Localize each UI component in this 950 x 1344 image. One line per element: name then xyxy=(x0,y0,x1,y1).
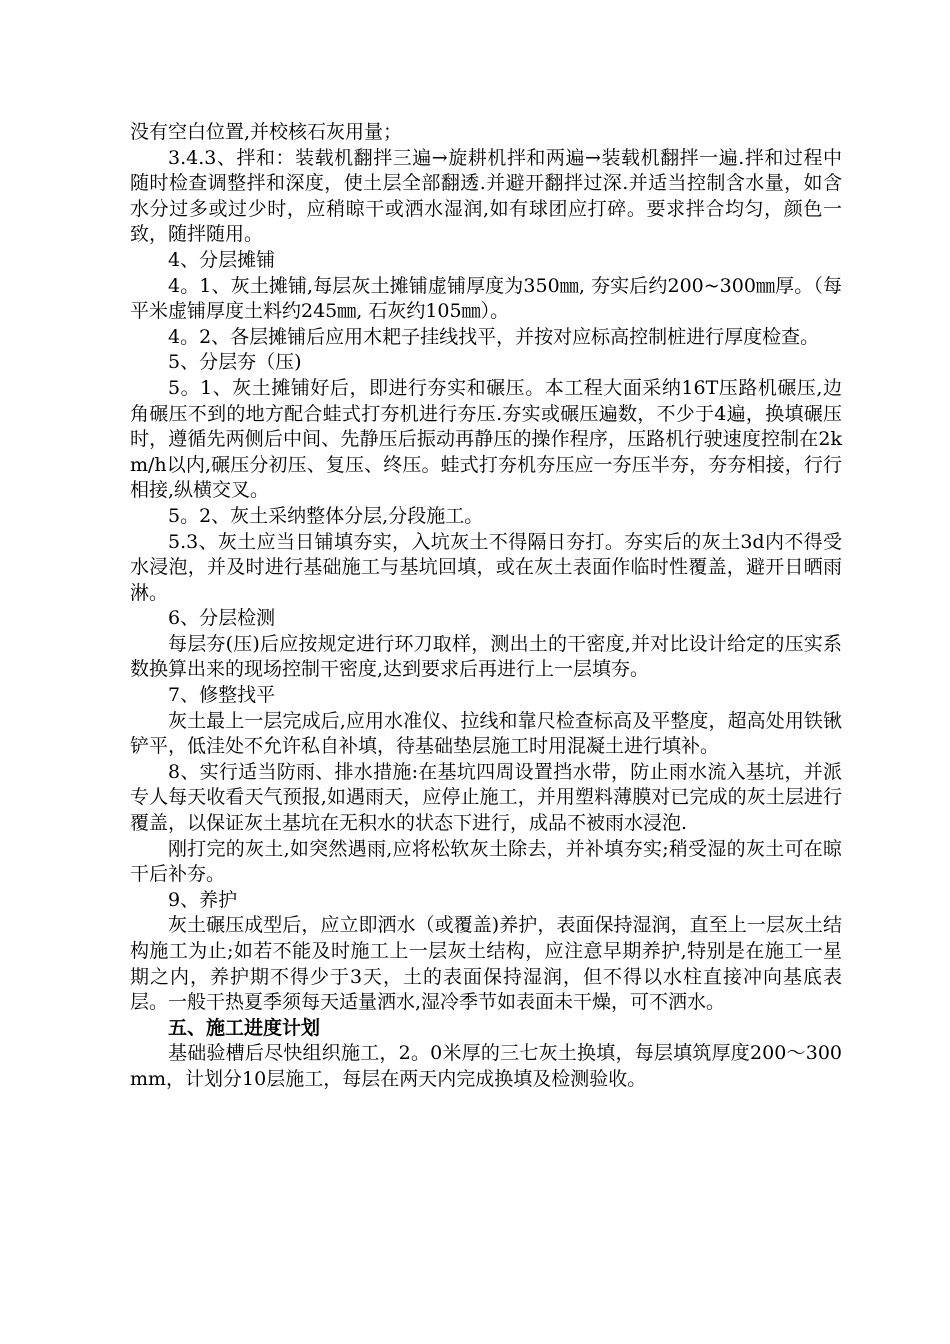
paragraph-curing: 灰土碾压成型后，应立即洒水（或覆盖)养护，表面保持湿润，直至上一层灰土结构施工为止;如若不能及时施工上一层灰土结构，应注意早期养护,特别是在施工一星期之内，养护期不得少于3天，土的表面保持湿润，但不得以水柱直接冲向基底表层。一般干热夏季须每天适量洒水,湿冷季节如表面未干燥，可不洒水。 xyxy=(130,914,842,1014)
paragraph-compaction-same-day: 5.3、灰土应当日铺填夯实，入坑灰土不得隔日夯打。夯实后的灰土3d内不得受水浸泡，并及时进行基础施工与基坑回填，或在灰土表面作临时性覆盖，避开日晒雨淋。 xyxy=(130,530,842,604)
section-heading-layered-paving: 4、分层摊铺 xyxy=(168,248,276,271)
paragraph-mixing: 3.4.3、拌和：装载机翻拌三遍→旋耕机拌和两遍→装载机翻拌一遍.拌和过程中随时检查调整拌和深度，使土层全部翻透.并避开翻拌过深.并适当控制含水量，如含水分过多或过少时，应稍晾干或洒水湿润,如有球团应打碎。要求拌合均匀，颜色一致，随拌随用。 xyxy=(130,146,842,246)
section-heading-finishing: 7、修整找平 xyxy=(168,684,276,707)
section-heading-layered-testing: 6、分层检测 xyxy=(168,607,276,630)
paragraph-testing: 每层夯(压)后应按规定进行环刀取样，测出土的干密度,并对比设计给定的压实系数换算出来的现场控制干密度,达到要求后再进行上一层填夯。 xyxy=(130,632,842,681)
section-heading-curing: 9、养护 xyxy=(168,888,238,911)
paragraph-rain-recovery: 刚打完的灰土,如突然遇雨,应将松软灰土除去，并补填夯实;稍受湿的灰土可在晾干后补夯。 xyxy=(130,837,842,886)
paragraph-compaction-method: 5。1、灰土摊铺好后，即进行夯实和碾压。本工程大面采纳16T压路机碾压,边角碾压不到的地方配合蛙式打夯机进行夯压.夯实或碾压遍数，不少于4遍，换填碾压时，遵循先两侧后中间、先静压后振动再静压的操作程序，压路机行驶速度控制在2km/h以内,碾压分初压、复压、终压。蛙式打夯机夯压应一夯压半夯，夯夯相接，行行相接,纵横交叉。 xyxy=(130,376,842,502)
paragraph-rain-drainage: 8、实行适当防雨、排水措施:在基坑四周设置挡水带，防止雨水流入基坑，并派专人每天收看天气预报,如遇雨天，应停止施工，并用塑料薄膜对已完成的灰土层进行覆盖，以保证灰土基坑在无积水的状态下进行，成品不被雨水浸泡. xyxy=(130,760,842,835)
paragraph-paving-thickness: 4。1、灰土摊铺,每层灰土摊铺虚铺厚度为350㎜, 夯实后约200~300㎜厚。（每平米虚铺厚度土料约245㎜, 石灰约105㎜）。 xyxy=(130,274,842,323)
paragraph-compaction-layering: 5。2、灰土采纳整体分层,分段施工。 xyxy=(168,504,484,527)
chapter-heading-schedule: 五、施工进度计划 xyxy=(168,1016,321,1039)
paragraph-schedule: 基础验槽后尽快组织施工，2。0米厚的三七灰土换填，每层填筑厚度200～300mm，计划分10层施工，每层在两天内完成换填及检测验收。 xyxy=(130,1042,842,1090)
paragraph-finishing: 灰土最上一层完成后,应用水准仪、拉线和靠尺检查标高及平整度，超高处用铁锹铲平，低洼处不允许私自补填，待基础垫层施工时用混凝土进行填补。 xyxy=(130,709,842,758)
paragraph-paving-leveling: 4。2、各层摊铺后应用木耙子挂线找平，并按对应标高控制桩进行厚度检查。 xyxy=(168,325,820,348)
paragraph-continuation: 没有空白位置,并校核石灰用量； xyxy=(130,121,403,143)
section-heading-layered-compaction: 5、分层夯（压) xyxy=(168,351,302,374)
document-page xyxy=(130,120,842,1093)
